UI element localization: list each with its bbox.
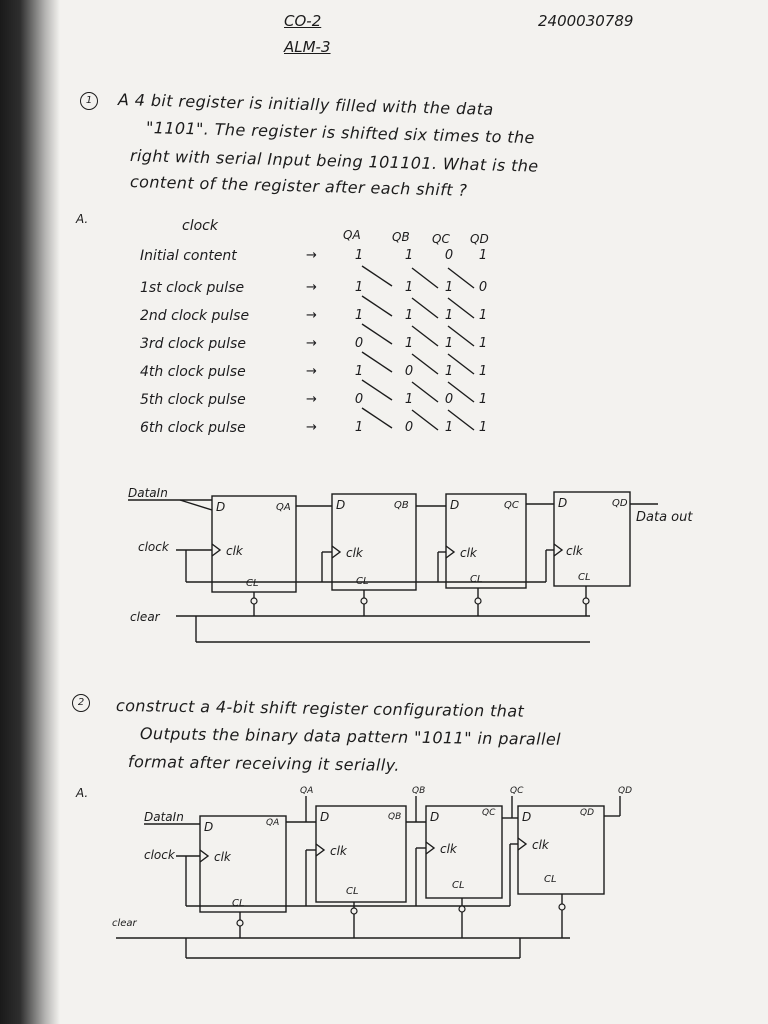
circuit1-clock-label: clock: [138, 540, 169, 554]
course-code: CO-2: [284, 12, 322, 30]
ff-c-q-label: QC: [504, 500, 519, 511]
bit-qa: 1: [354, 280, 364, 295]
ff-a-q-label: QA: [276, 502, 291, 513]
circuit2-data-in-label: DataIn: [144, 810, 184, 824]
row-label: 2nd clock pulse: [140, 308, 250, 324]
bit-qd: 1: [478, 248, 488, 263]
row-arrow: →: [306, 364, 317, 379]
row-arrow: →: [306, 420, 317, 435]
ff-a-clk-label: clk: [226, 544, 243, 558]
shift-register-circuit-2: [0, 790, 768, 970]
c2-ff-d-q-label: QD: [580, 808, 595, 818]
row-arrow: →: [306, 280, 317, 295]
circuit1-data-out-label: Data out: [636, 510, 693, 525]
bit-qc: 0: [444, 248, 454, 263]
bit-qa: 0: [354, 336, 364, 351]
bit-qb: 1: [404, 336, 414, 351]
bit-qb: 1: [404, 392, 414, 407]
shift-register-circuit-1: [0, 480, 768, 650]
column-qd: QD: [470, 232, 489, 246]
c2-ff-d-cl-label: CL: [544, 874, 557, 885]
row-label: 3rd clock pulse: [140, 336, 246, 352]
bit-qc: 1: [444, 336, 454, 351]
bit-qb: 1: [404, 248, 414, 263]
c2-qb-tap-label: QB: [412, 786, 426, 796]
bit-qd: 1: [478, 336, 488, 351]
bit-qa: 1: [354, 420, 364, 435]
row-label: Initial content: [140, 248, 237, 264]
q1-answer-marker: A.: [76, 212, 89, 226]
c2-qc-tap-label: QC: [510, 786, 524, 796]
bit-qc: 1: [444, 420, 454, 435]
ff-c-d-label: D: [450, 498, 460, 512]
bit-qa: 1: [354, 248, 364, 263]
c2-qd-tap-label: QD: [618, 786, 633, 796]
c2-ff-b-cl-label: CL: [346, 886, 359, 897]
c2-ff-b-d-label: D: [320, 810, 330, 824]
q2-answer-marker: A.: [76, 786, 89, 800]
bit-qc: 1: [444, 364, 454, 379]
shift-arrows: [0, 260, 768, 450]
row-arrow: →: [306, 248, 317, 263]
ff-b-cl-label: CL: [356, 576, 369, 587]
c2-ff-a-q-label: QA: [266, 818, 280, 828]
c2-ff-c-q-label: QC: [482, 808, 496, 818]
circuit2-clock-label: clock: [144, 848, 175, 862]
column-qb: QB: [392, 230, 410, 244]
row-arrow: →: [306, 336, 317, 351]
bit-qc: 1: [444, 280, 454, 295]
question-1-number: 1: [80, 92, 98, 110]
bit-qc: 1: [444, 308, 454, 323]
ff-d-d-label: D: [558, 496, 568, 510]
bit-qb: 1: [404, 280, 414, 295]
bit-qb: 0: [404, 364, 414, 379]
ff-d-clk-label: clk: [566, 544, 583, 558]
ff-d-q-label: QD: [612, 498, 628, 509]
circuit1-clear-label: clear: [130, 610, 160, 624]
c2-ff-b-q-label: QB: [388, 812, 402, 822]
bit-qd: 1: [478, 420, 488, 435]
c2-ff-a-cl-label: CL: [232, 898, 245, 909]
table-header-clock: clock: [182, 218, 218, 234]
bit-qb: 0: [404, 420, 414, 435]
row-label: 1st clock pulse: [140, 280, 245, 296]
ff-a-d-label: D: [216, 500, 226, 514]
ff-b-clk-label: clk: [346, 546, 363, 560]
c2-ff-a-d-label: D: [204, 820, 214, 834]
column-qc: QC: [432, 232, 450, 246]
bit-qc: 0: [444, 392, 454, 407]
q1-line-2: "1101". The register is shifted six times to the: [145, 118, 536, 148]
circuit1-data-in-label: DataIn: [128, 486, 168, 500]
q1-line-4: content of the register after each shift ?: [129, 172, 468, 200]
q1-line-1: A 4 bit register is initially filled with the data: [117, 90, 494, 119]
row-arrow: →: [306, 392, 317, 407]
c2-ff-a-clk-label: clk: [214, 850, 231, 864]
row-label: 4th clock pulse: [140, 364, 246, 380]
q2-line-2: Outputs the binary data pattern "1011" in parallel: [139, 724, 562, 749]
ff-a-cl-label: CL: [246, 578, 259, 589]
ff-c-clk-label: clk: [460, 546, 477, 560]
bit-qd: 1: [478, 308, 488, 323]
q1-line-3: right with serial Input being 101101. What is the: [129, 146, 539, 176]
c2-ff-c-clk-label: clk: [440, 842, 457, 856]
q2-line-1: construct a 4-bit shift register configuration that: [115, 696, 525, 721]
bit-qd: 1: [478, 392, 488, 407]
c2-ff-b-clk-label: clk: [330, 844, 347, 858]
ff-b-d-label: D: [336, 498, 346, 512]
bit-qa: 1: [354, 364, 364, 379]
c2-qa-tap-label: QA: [300, 786, 314, 796]
bit-qd: 1: [478, 364, 488, 379]
bit-qb: 1: [404, 308, 414, 323]
assignment-code: ALM-3: [284, 38, 331, 56]
circuit2-clear-label: clear: [112, 918, 137, 929]
bit-qa: 1: [354, 308, 364, 323]
bit-qd: 0: [478, 280, 488, 295]
c2-ff-c-d-label: D: [430, 810, 440, 824]
c2-ff-d-d-label: D: [522, 810, 532, 824]
row-arrow: →: [306, 308, 317, 323]
ff-c-cl-label: CL: [470, 574, 483, 585]
question-2-number: 2: [72, 694, 90, 712]
c2-ff-d-clk-label: clk: [532, 838, 549, 852]
row-label: 6th clock pulse: [140, 420, 246, 436]
row-label: 5th clock pulse: [140, 392, 246, 408]
column-qa: QA: [343, 228, 361, 242]
ff-d-cl-label: CL: [578, 572, 591, 583]
student-id: 2400030789: [538, 12, 634, 30]
q2-line-3: format after receiving it serially.: [127, 752, 400, 775]
ff-b-q-label: QB: [394, 500, 409, 511]
bit-qa: 0: [354, 392, 364, 407]
c2-ff-c-cl-label: CL: [452, 880, 465, 891]
